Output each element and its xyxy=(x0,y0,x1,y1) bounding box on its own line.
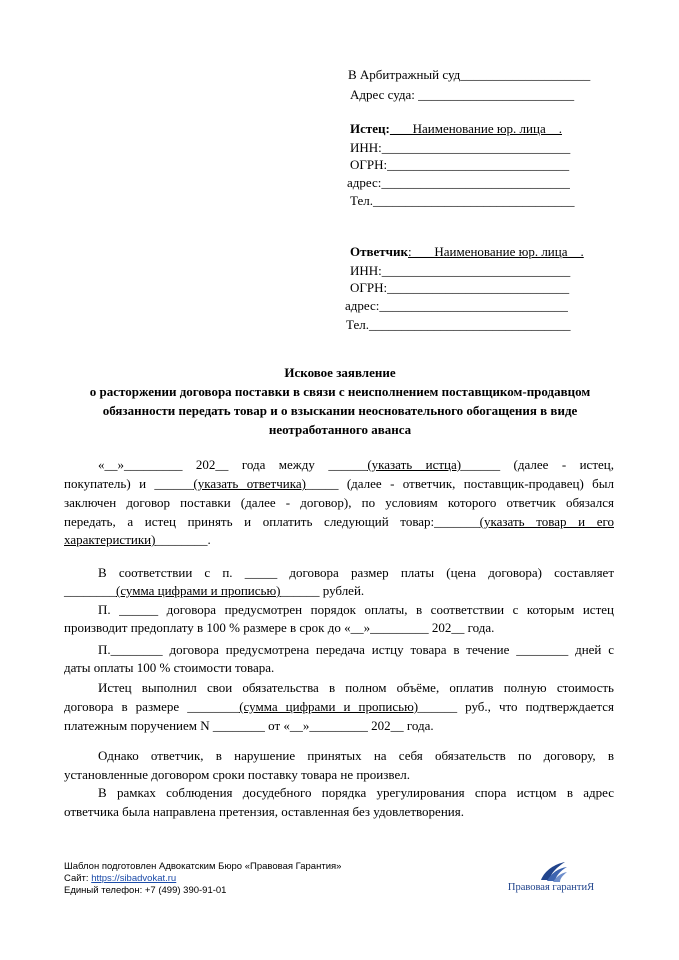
payment-amount-placeholder: (сумма цифрами и прописью) xyxy=(239,699,419,714)
paragraph-7-line-2: ответчика была направлена претензия, оставленная без удовлетворения. xyxy=(64,804,464,819)
plaintiff-phone: Тел._______________________________ xyxy=(350,193,575,208)
payment-confirmation-text: ______ руб., что подтверждается xyxy=(418,699,614,714)
defendant-inn: ИНН:_____________________________ xyxy=(350,263,571,278)
defendant-placeholder: (указать ответчика) xyxy=(193,476,306,491)
plaintiff-placeholder: (указать истца) xyxy=(367,457,462,472)
plaintiff-ogrn: ОГРН:____________________________ xyxy=(350,157,570,172)
footer-template-note: Шаблон подготовлен Адвокатским Бюро «Правовая Гарантия» xyxy=(64,861,342,872)
paragraph-4-line-2: даты оплаты 100 % стоимости товара. xyxy=(64,660,275,675)
paragraph-7-line-1: В рамках соблюдения досудебного порядка урегулирования спора истцом в адрес xyxy=(98,785,614,800)
defendant-name-line xyxy=(350,243,584,260)
paragraph-6-line-1: Однако ответчик, в нарушение принятых на себя обязательств по договору, в xyxy=(98,748,614,763)
plaintiff-name-line xyxy=(350,120,562,137)
footer-site-link[interactable]: https://sibadvokat.ru xyxy=(91,873,177,884)
paragraph-1-line-1 xyxy=(98,455,614,475)
logo-wave-icon xyxy=(503,860,599,884)
plaintiff-name: ___Наименование юр. лица__. xyxy=(389,121,562,136)
defendant-role-text: _____ (далее - ответчик, поставщик-продавец) был xyxy=(305,476,614,491)
paragraph-5-line-2 xyxy=(64,697,614,717)
paragraph-2-line-1: В соответствии с п. _____ договора размер платы (цена договора) составляет xyxy=(98,565,614,580)
court-name-line: В Арбитражный суд____________________ xyxy=(348,67,591,82)
paragraph-1-line-4 xyxy=(64,512,614,532)
paragraph-5-line-3: платежным поручением N ________ от «__»_________ 202__ года. xyxy=(64,718,434,733)
payment-amount-text: договора в размере ________ xyxy=(64,699,240,714)
goods-characteristics-placeholder: характеристики) xyxy=(64,532,156,547)
defendant-label: Ответчик xyxy=(350,244,408,259)
document-subtitle-line3: неотработанного аванса xyxy=(268,422,412,437)
goods-text: передать, а истец принять и оплатить следующий товар:_______ xyxy=(64,514,480,529)
paragraph-4-line-1: П.________ договора предусмотрена передача истцу товара в течение ________ дней с xyxy=(98,642,614,657)
plaintiff-inn: ИНН:_____________________________ xyxy=(350,140,571,155)
plaintiff-role-text: ______ (далее - истец, xyxy=(461,457,614,472)
logo-text: Правовая гарантиЯ xyxy=(507,882,595,893)
court-address-line: Адрес суда: ________________________ xyxy=(350,87,575,102)
defendant-phone: Тел._______________________________ xyxy=(346,317,571,332)
paragraph-1-line-3: заключен договор поставки (далее - договор), по условиям которого ответчик обязался xyxy=(64,495,614,510)
defendant-address: адрес:_____________________________ xyxy=(345,298,568,313)
plaintiff-label: Истец: xyxy=(350,121,390,136)
paragraph-3-line-2: производит предоплату в 100 % размере в срок до «__»_________ 202__ года. xyxy=(64,620,495,635)
paragraph-1-line-5 xyxy=(64,530,211,550)
plaintiff-address: адрес:_____________________________ xyxy=(347,175,570,190)
defendant-name: : ___Наименование юр. лица__. xyxy=(408,244,584,259)
paragraph-3-line-1: П. ______ договора предусмотрен порядок оплаты, в соответствии с которым истец xyxy=(98,602,614,617)
footer-site-label: Сайт: xyxy=(64,873,92,884)
paragraph-1-line-2 xyxy=(64,474,614,494)
paragraph-2-line-2 xyxy=(64,581,364,601)
paragraph-5-line-1: Истец выполнил свои обязательства в полном объёме, оплатив полную стоимость xyxy=(98,680,614,695)
footer-phone: Единый телефон: +7 (499) 390-91-01 xyxy=(64,885,227,896)
price-placeholder: (сумма цифрами и прописью) xyxy=(116,583,281,598)
price-blank: ________ xyxy=(64,583,116,598)
document-title: Исковое заявление xyxy=(284,365,396,380)
goods-placeholder: (указать товар и его xyxy=(479,514,614,529)
buyer-text: покупатель) и ______ xyxy=(64,476,194,491)
footer-site xyxy=(64,873,176,886)
company-logo xyxy=(503,860,599,904)
document-subtitle-line2: обязанности передать товар и о взыскании неосновательного обогащения в виде xyxy=(102,403,578,418)
contract-date-text: «__»_________ 202__ года между ______ xyxy=(98,457,368,472)
paragraph-6-line-2: установленные договором сроки поставку товара не произвел. xyxy=(64,767,410,782)
defendant-ogrn: ОГРН:____________________________ xyxy=(350,280,570,295)
document-subtitle-line1: о расторжении договора поставки в связи с неисполнением поставщиком-продавцом xyxy=(89,384,591,399)
goods-characteristics-tail: ________. xyxy=(155,532,211,547)
price-currency: ______ рублей. xyxy=(280,583,365,598)
